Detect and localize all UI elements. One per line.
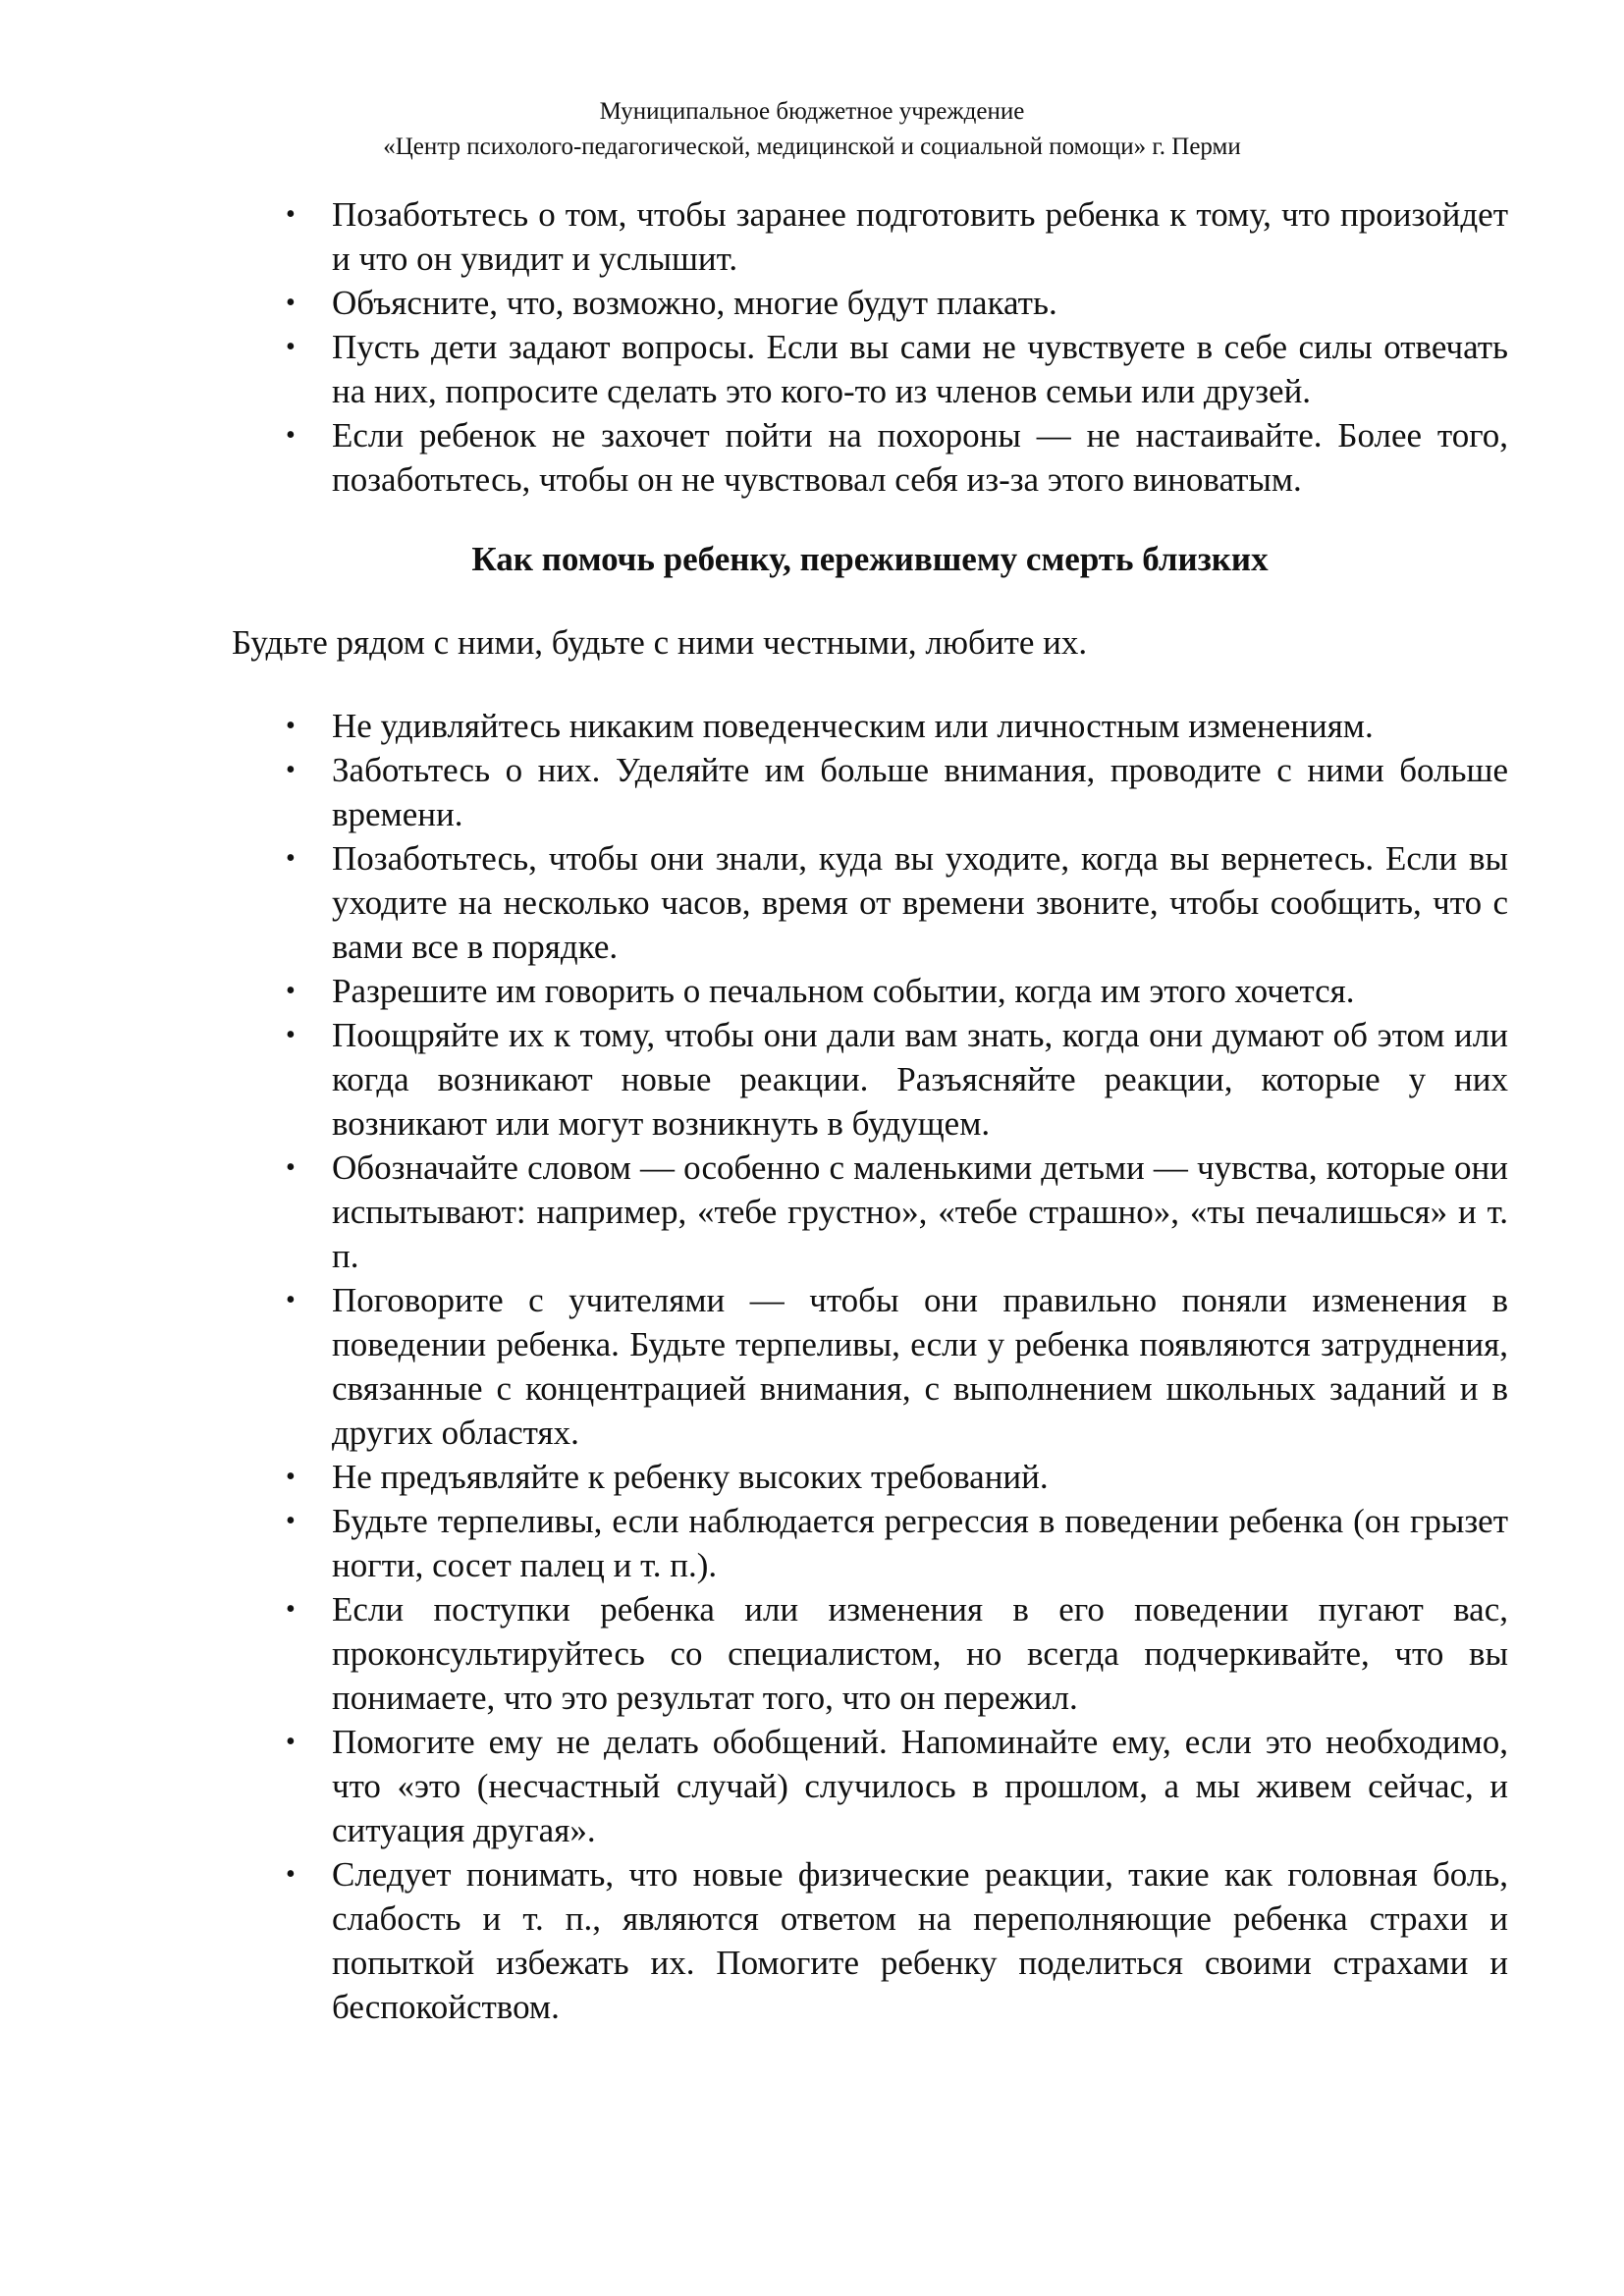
document-header [0, 94, 1624, 165]
list-item [232, 1587, 1508, 1720]
list-item-text: Позаботьтесь, чтобы они знали, куда вы уходите, когда вы вернетесь. Если вы уходите на несколько часов, время от времени звоните, чтобы сообщить, что с вами все в порядке. [332, 839, 1508, 966]
bullet-icon: • [286, 199, 296, 230]
bullet-icon: • [286, 1285, 296, 1315]
list-item [232, 281, 1508, 325]
list-item [232, 1146, 1508, 1278]
list-item-text: Обозначайте словом — особенно с маленькими детьми — чувства, которые они испытывают: например, «тебе грустно», «тебе страшно», «ты печалишься» и т. п. [332, 1148, 1508, 1275]
funeral-advice-list [232, 192, 1508, 502]
list-item-text: Если поступки ребенка или изменения в его поведении пугают вас, проконсультируйтесь со специалистом, но всегда подчеркивайте, что вы понимаете, что это результат того, что он пережил. [332, 1590, 1508, 1717]
list-item [232, 1720, 1508, 1852]
bullet-icon: • [286, 976, 296, 1006]
list-item-text: Будьте терпеливы, если наблюдается регрессия в поведении ребенка (он грызет ногти, сосет палец и т. п.). [332, 1502, 1508, 1584]
bullet-icon: • [286, 711, 296, 741]
list-item-text: Не предъявляйте к ребенку высоких требований. [332, 1458, 1049, 1496]
header-line-2: «Центр психолого-педагогической, медицинской и социальной помощи» г. Перми [383, 133, 1241, 160]
list-item-text: Поощряйте их к тому, чтобы они дали вам знать, когда они думают об этом или когда возникают новые реакции. Разъясняйте реакции, которые у них возникают или могут возникнуть в будущем. [332, 1016, 1508, 1143]
list-item-text: Поговорите с учителями — чтобы они правильно поняли изменения в поведении ребенка. Будьте терпеливы, если у ребенка появляются затруднения, связанные с концентрацией внимания, с выполнением школьных заданий и в других областях. [332, 1281, 1508, 1452]
bullet-icon: • [286, 1506, 296, 1536]
header-line-1: Муниципальное бюджетное учреждение [599, 98, 1025, 125]
list-item-text: Не удивляйтесь никаким поведенческим или личностным изменениям. [332, 707, 1374, 745]
bullet-icon: • [286, 1727, 296, 1757]
list-item-text: Позаботьтесь о том, чтобы заранее подготовить ребенка к тому, что произойдет и что он увидит и услышит. [332, 195, 1508, 278]
bullet-icon: • [286, 1859, 296, 1890]
document-body [232, 192, 1508, 2029]
list-item-text: Помогите ему не делать обобщений. Напоминайте ему, если это необходимо, что «это (несчастный случай) случилось в прошлом, а мы живем сейчас, и ситуация другая». [332, 1723, 1508, 1849]
list-item [232, 1852, 1508, 2029]
list-item [232, 1278, 1508, 1455]
list-item [232, 704, 1508, 748]
list-item [232, 325, 1508, 413]
list-item-text: Заботьтесь о них. Уделяйте им больше внимания, проводите с ними больше времени. [332, 751, 1508, 833]
support-advice-list [232, 704, 1508, 2029]
list-item [232, 1455, 1508, 1499]
list-item [232, 969, 1508, 1013]
list-item-text: Разрешите им говорить о печальном событии, когда им этого хочется. [332, 972, 1355, 1010]
list-item-text: Объясните, что, возможно, многие будут плакать. [332, 284, 1057, 322]
list-item-text: Если ребенок не захочет пойти на похороны — не настаивайте. Более того, позаботьтесь, чтобы он не чувствовал себя из-за этого виноватым. [332, 416, 1508, 499]
list-item [232, 1013, 1508, 1146]
bullet-icon: • [286, 755, 296, 785]
bullet-icon: • [286, 420, 296, 451]
list-item [232, 748, 1508, 836]
bullet-icon: • [286, 1152, 296, 1183]
list-item-text: Пусть дети задают вопросы. Если вы сами не чувствуете в себе силы отвечать на них, попросите сделать это кого-то из членов семьи или друзей. [332, 328, 1508, 410]
bullet-icon: • [286, 332, 296, 362]
bullet-icon: • [286, 288, 296, 318]
bullet-icon: • [286, 1020, 296, 1050]
intro-paragraph: Будьте рядом с ними, будьте с ними честными, любите их. [232, 623, 1088, 662]
list-item [232, 1499, 1508, 1587]
list-item [232, 836, 1508, 969]
bullet-icon: • [286, 843, 296, 874]
list-item-text: Следует понимать, что новые физические реакции, такие как головная боль, слабость и т. п., являются ответом на переполняющие ребенка страхи и попыткой избежать их. Помогите ребенку поделиться своими страхами и беспокойством. [332, 1855, 1508, 2026]
bullet-icon: • [286, 1462, 296, 1492]
bullet-icon: • [286, 1594, 296, 1625]
list-item [232, 192, 1508, 281]
list-item [232, 413, 1508, 502]
section-heading: Как помочь ребенку, пережившему смерть близких [471, 540, 1269, 578]
